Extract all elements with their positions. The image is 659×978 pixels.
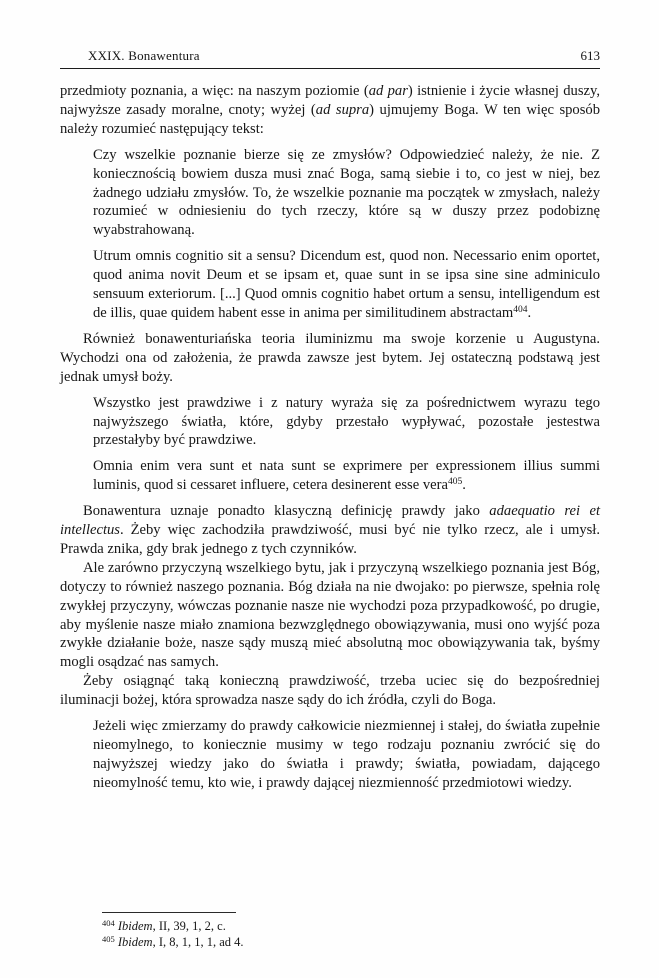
block-quote [93, 394, 600, 451]
page-header [60, 48, 600, 64]
italic-text: Ibidem [117, 918, 153, 933]
paragraph [60, 330, 600, 387]
text-run: Bonawentura uznaje ponadto klasyczną definicję prawdy jako [83, 503, 490, 520]
paragraph [60, 502, 600, 559]
paragraph [60, 559, 600, 672]
footnotes-section [60, 904, 600, 950]
footnote-ref: 404 [513, 304, 528, 315]
text-run: , II, 39, 1, 2, c. [152, 918, 226, 933]
italic-text: ad par [368, 83, 408, 99]
footnote-ref: 405 [447, 477, 463, 488]
text-run: przedmioty poznania, a więc: na naszym poziomie ( [60, 83, 369, 99]
paragraph [60, 672, 600, 710]
text-run: ) ujmujemy Boga. W ten więc sposób należy rozumieć następujący tekst: [60, 101, 600, 137]
page-number: 613 [580, 48, 600, 63]
page-body [60, 82, 600, 800]
footnote-rule [102, 912, 236, 913]
block-quote [93, 146, 600, 241]
text-run: Wszystko jest prawdziwe i z natury wyraża się za pośrednictwem wyrazu tego najwyższego światła, które, gdyby przestało wypływać, pozostałe jestestwa przestałyby być prawdziwe. [93, 394, 600, 449]
text-run: Ale zarówno przyczyną wszelkiego bytu, jak i przyczyną wszelkiego poznania jest Bóg, dotyczy to również naszego poznania. Bóg działa na nie dwojako: po pierwsze, spełnia rolę zwykłej przyczyny, wówczas poznanie nasze nie wychodzi poza przypadkowość, po drugie, aby myślenie nasze miało znamiona bezwzględnego obowiązywania, musi ono wyjść poza zwykłe działanie boże, nasze sądy muszą mieć absolutną moc obowiązywania tak, byśmy mogli osądzać nas samych. [60, 559, 600, 671]
block-quote [93, 247, 600, 323]
text-run: Również bonawenturiańska teoria iluminizmu ma swoje korzenie u Augustyna. Wychodzi ona od założenia, że prawda zawsze jest bytem. Jej ostateczną podstawą jest jednak umysł boży. [60, 330, 600, 385]
running-title: XXIX. Bonawentura [88, 48, 200, 63]
text-run: . [462, 477, 466, 494]
italic-text: Ibidem [117, 934, 153, 949]
footnote-list [102, 918, 600, 950]
text-run: Omnia enim vera sunt et nata sunt se exprimere per expressionem illius summi luminis, quod si cessaret influere, cetera desinerent esse vera [93, 458, 600, 494]
footnote [102, 918, 600, 934]
text-run: Żeby osiągnąć taką konieczną prawdziwość, trzeba uciec się do bezpośredniej iluminacji bożej, która sprowadza nasze sądy do ich źródła, czyli do Boga. [60, 673, 600, 709]
text-run: ) istnienie i życie własnej duszy, najwyższe zasady moralne, cnoty; wyżej ( [60, 83, 600, 118]
block-quote [93, 457, 600, 495]
footnote-ref: 405 [102, 934, 115, 945]
footnote-ref: 404 [102, 918, 115, 929]
italic-text: adaequatio rei et intellectus [60, 503, 600, 539]
text-run: , I, 8, 1, 1, 1, ad 4. [152, 934, 244, 949]
text-run: Utrum omnis cognitio sit a sensu? Dicendum est, quod non. Necessario enim oportet, quod anima novit Deum et se ipsam et, quae sunt in se ipsa sine sine adminiculo sensuum exteriorum. [...] Quod omnis cognitio habet ortum a sensu, intelligendum est de illis, quae quidem habent esse in anima per similitudinem abstractam [93, 248, 600, 321]
paragraph [60, 82, 600, 139]
italic-text: ad supra [315, 101, 370, 118]
header-rule [60, 68, 600, 69]
text-run: . Żeby więc zachodziła prawdziwość, musi być nie tylko rzecz, ale i umysł. Prawda znika, gdy brak jednego z tych czynników. [60, 522, 600, 557]
text-run: Czy wszelkie poznanie bierze się ze zmysłów? Odpowiedzieć należy, że nie. Z koniecznością bowiem dusza musi znać Boga, samą siebie i to, co jest w niej, bez żadnego udziału zmysłów. To, że wszelkie poznanie ma początek w zmysłach, należy rozumieć w odniesieniu do tych rzeczy, które są w duszy przez podobiznę wyabstrahowaną. [93, 146, 600, 239]
text-run: . [527, 304, 532, 321]
text-run: Jeżeli więc zmierzamy do prawdy całkowicie niezmiennej i stałej, do światła zupełnie nieomylnego, to koniecznie musimy w tego rodzaju poznaniu zwrócić się do najwyższej wiedzy jako do światła i prawdy; światła, powiadam, dającego nieomylność temu, kto wie, i prawdy dającej niezmienność przedmiotowi wiedzy. [93, 718, 600, 791]
block-quote [93, 717, 600, 793]
footnote [102, 934, 600, 950]
